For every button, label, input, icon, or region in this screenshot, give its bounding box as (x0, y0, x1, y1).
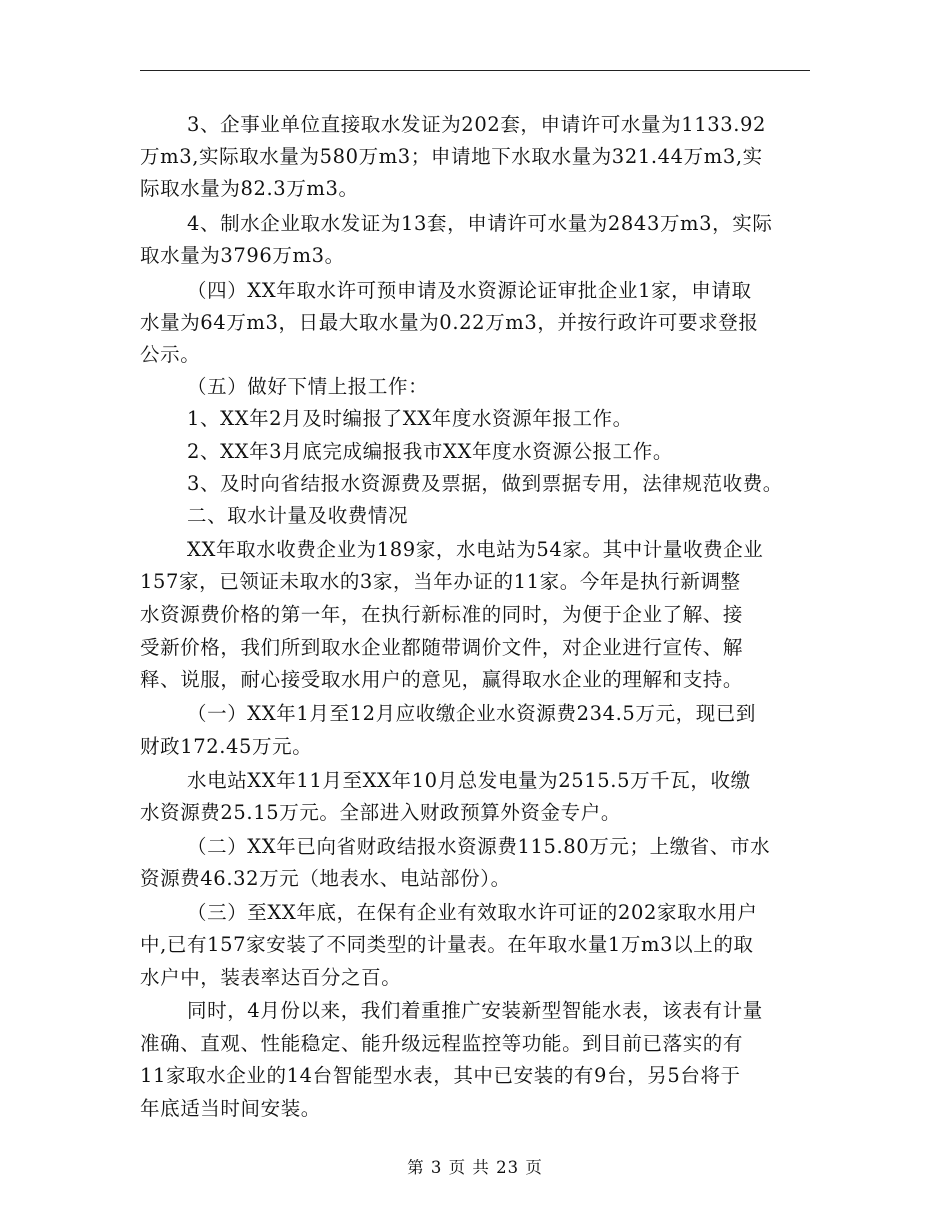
text-line: 资源费46.32万元（地表水、电站部份）。 (140, 867, 511, 890)
text-line: （一）XX年1月至12月应收缴企业水资源费234.5万元，现已到 (187, 702, 757, 725)
text-line: 11家取水企业的14台智能型水表，其中已安装的有9台，另5台将于 (140, 1064, 741, 1087)
text-line: 中,已有157家安装了不同类型的计量表。在年取水量1万m3以上的取 (140, 933, 754, 956)
text-line: 水资源费25.15万元。全部进入财政预算外资金专户。 (140, 801, 621, 824)
text-line: 3、及时向省结报水资源费及票据，做到票据专用，法律规范收费。 (187, 472, 783, 495)
text-line: 释、说服，耐心接受取水用户的意见，赢得取水企业的理解和支持。 (140, 668, 744, 691)
text-line: 1、XX年2月及时编报了XX年度水资源年报工作。 (187, 407, 633, 430)
text-line: （四）XX年取水许可预申请及水资源论证审批企业1家，申请取 (187, 279, 752, 302)
text-line: 年底适当时间安装。 (140, 1097, 321, 1120)
text-line: 公示。 (140, 343, 201, 366)
text-line: 水户中，装表率达百分之百。 (140, 966, 402, 989)
section-heading: 二、取水计量及收费情况 (187, 504, 409, 527)
text-line: （五）做好下情上报工作： (187, 375, 429, 398)
text-line: 受新价格，我们所到取水企业都随带调价文件，对企业进行宣传、解 (140, 636, 744, 659)
text-line: 水电站XX年11月至XX年10月总发电量为2515.5万千瓦，收缴 (187, 769, 751, 792)
text-line: 取水量为3796万m3。 (140, 244, 345, 267)
text-line: 3、企事业单位直接取水发证为202套，申请许可水量为1133.92 (187, 113, 767, 136)
text-line: （二）XX年已向省财政结报水资源费115.80万元；上缴省、市水 (187, 835, 771, 858)
text-line: XX年取水收费企业为189家，水电站为54家。其中计量收费企业 (187, 538, 764, 561)
text-line: 157家，已领证未取水的3家，当年办证的11家。今年是执行新调整 (140, 570, 741, 593)
text-line: 水量为64万m3，日最大取水量为0.22万m3，并按行政许可要求登报 (140, 311, 759, 334)
text-line: 同时，4月份以来，我们着重推广安装新型智能水表，该表有计量 (187, 999, 763, 1022)
page-number: 第 3 页 共 23 页 (407, 1158, 543, 1177)
text-line: 2、XX年3月底完成编报我市XX年度水资源公报工作。 (187, 440, 673, 463)
text-line: 4、制水企业取水发证为13套，申请许可水量为2843万m3，实际 (187, 212, 773, 235)
header-rule (140, 70, 810, 71)
text-line: （三）至XX年底，在保有企业有效取水许可证的202家取水用户 (187, 901, 758, 924)
text-line: 水资源费价格的第一年，在执行新标准的同时，为便于企业了解、接 (140, 603, 744, 626)
text-line: 财政172.45万元。 (140, 735, 313, 758)
text-line: 际取水量为82.3万m3。 (140, 177, 359, 200)
text-line: 万m3,实际取水量为580万m3；申请地下水取水量为321.44万m3,实 (140, 145, 763, 168)
text-line: 准确、直观、性能稳定、能升级远程监控等功能。到目前已落实的有 (140, 1032, 744, 1055)
